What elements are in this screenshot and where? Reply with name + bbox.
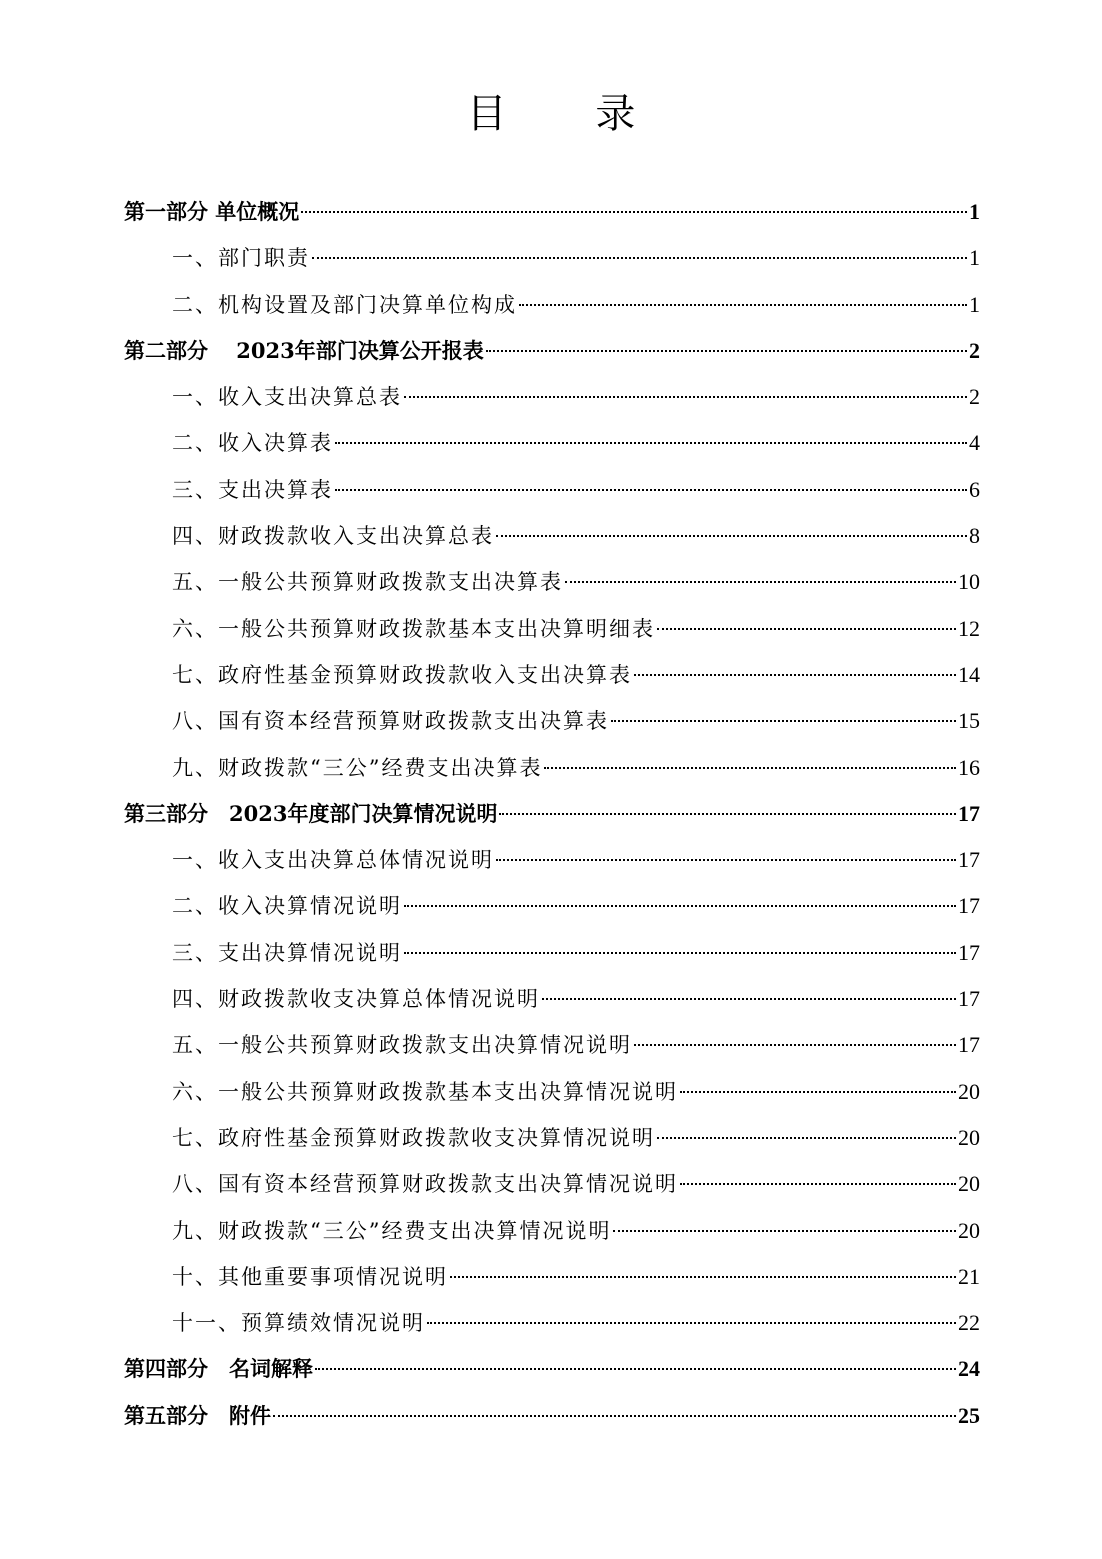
toc-entry-label: 第四部分 名词解释 xyxy=(124,1356,313,1382)
toc-section-entry[interactable] xyxy=(124,282,980,328)
dot-leader xyxy=(657,1137,956,1139)
toc-page-number: 14 xyxy=(958,661,980,687)
dot-leader xyxy=(335,442,967,444)
toc-page-number: 21 xyxy=(958,1263,980,1289)
toc-section-entry[interactable] xyxy=(124,374,980,420)
toc-section-entry[interactable] xyxy=(124,698,980,744)
toc-entry-label: 三、支出决算情况说明 xyxy=(172,940,402,965)
toc-part-entry[interactable] xyxy=(124,1346,980,1392)
dot-leader xyxy=(273,1415,956,1417)
toc-entry-label: 第三部分 2023年度部门决算情况说明 xyxy=(124,800,498,826)
dot-leader xyxy=(680,1183,956,1185)
toc-page-number: 24 xyxy=(958,1356,980,1382)
dot-leader xyxy=(680,1091,956,1093)
toc-section-entry[interactable] xyxy=(124,1161,980,1207)
dot-leader xyxy=(519,304,967,306)
toc-entry-label: 四、财政拨款收入支出决算总表 xyxy=(172,524,494,549)
toc-section-entry[interactable] xyxy=(124,976,980,1022)
dot-leader xyxy=(312,257,967,259)
toc-entry-label: 七、政府性基金预算财政拨款收入支出决算表 xyxy=(172,662,632,687)
toc-entry-label: 六、一般公共预算财政拨款基本支出决算情况说明 xyxy=(172,1079,678,1104)
toc-part-entry[interactable] xyxy=(124,1393,980,1439)
toc-section-entry[interactable] xyxy=(124,1300,980,1346)
toc-entry-label: 十一、预算绩效情况说明 xyxy=(172,1311,425,1336)
dot-leader xyxy=(565,581,956,583)
toc-page-number: 1 xyxy=(969,291,980,317)
toc-entry-label: 九、财政拨款“三公”经费支出决算表 xyxy=(172,755,543,780)
toc-section-entry[interactable] xyxy=(124,420,980,466)
toc-entry-label: 第二部分 2023年部门决算公开报表 xyxy=(124,337,484,363)
toc-entry-label: 二、机构设置及部门决算单位构成 xyxy=(172,292,517,317)
toc-entry-label: 二、收入决算表 xyxy=(172,431,333,456)
toc-entry-label: 十、其他重要事项情况说明 xyxy=(172,1264,448,1289)
dot-leader xyxy=(634,674,956,676)
toc-page-number: 4 xyxy=(969,430,980,456)
dot-leader xyxy=(542,998,956,1000)
toc-page-number: 2 xyxy=(969,337,980,363)
dot-leader xyxy=(427,1322,956,1324)
toc-entry-label: 第五部分 附件 xyxy=(124,1402,271,1428)
toc-entry-label: 一、收入支出决算总表 xyxy=(172,385,402,410)
toc-entry-label: 二、收入决算情况说明 xyxy=(172,894,402,919)
toc-page-number: 17 xyxy=(958,847,980,873)
toc-entry-label: 五、一般公共预算财政拨款支出决算情况说明 xyxy=(172,1033,632,1058)
toc-entry-label: 八、国有资本经营预算财政拨款支出决算情况说明 xyxy=(172,1172,678,1197)
toc-section-entry[interactable] xyxy=(124,1022,980,1068)
dot-leader xyxy=(496,859,956,861)
toc-section-entry[interactable] xyxy=(124,1069,980,1115)
toc-page-number: 25 xyxy=(958,1402,980,1428)
dot-leader xyxy=(499,813,956,815)
toc-page-number: 20 xyxy=(958,1171,980,1197)
toc-part-entry[interactable] xyxy=(124,328,980,374)
toc-page-number: 6 xyxy=(969,476,980,502)
toc-section-entry[interactable] xyxy=(124,513,980,559)
toc-page-number: 17 xyxy=(958,800,980,826)
toc-section-entry[interactable] xyxy=(124,1208,980,1254)
dot-leader xyxy=(657,628,956,630)
toc-entry-label: 八、国有资本经营预算财政拨款支出决算表 xyxy=(172,709,609,734)
toc-page-number: 10 xyxy=(958,569,980,595)
dot-leader xyxy=(404,952,956,954)
toc-page-number: 17 xyxy=(958,986,980,1012)
toc-page-number: 17 xyxy=(958,1032,980,1058)
dot-leader xyxy=(404,396,967,398)
dot-leader xyxy=(486,350,967,352)
dot-leader xyxy=(634,1044,956,1046)
dot-leader xyxy=(450,1276,956,1278)
toc-page-number: 20 xyxy=(958,1078,980,1104)
toc-page-number: 22 xyxy=(958,1310,980,1336)
toc-page-number: 2 xyxy=(969,384,980,410)
toc-page-number: 8 xyxy=(969,523,980,549)
toc-section-entry[interactable] xyxy=(124,652,980,698)
toc-entry-label: 第一部分 单位概况 xyxy=(124,199,300,224)
toc-page-number: 17 xyxy=(958,939,980,965)
toc-section-entry[interactable] xyxy=(124,1115,980,1161)
dot-leader xyxy=(544,767,956,769)
toc-section-entry[interactable] xyxy=(124,745,980,791)
toc-section-entry[interactable] xyxy=(124,559,980,605)
dot-leader xyxy=(335,489,967,491)
dot-leader xyxy=(301,211,967,213)
toc-entry-label: 九、财政拨款“三公”经费支出决算情况说明 xyxy=(172,1218,612,1243)
toc-page-number: 1 xyxy=(969,245,980,271)
toc-entry-label: 一、部门职责 xyxy=(172,246,310,271)
table-of-contents xyxy=(124,189,980,1439)
dot-leader xyxy=(613,1230,956,1232)
toc-entry-label: 三、支出决算表 xyxy=(172,477,333,502)
toc-page-number: 15 xyxy=(958,708,980,734)
toc-entry-label: 五、一般公共预算财政拨款支出决算表 xyxy=(172,570,563,595)
toc-page-number: 12 xyxy=(958,615,980,641)
toc-page-number: 20 xyxy=(958,1124,980,1150)
dot-leader xyxy=(496,535,967,537)
toc-entry-label: 七、政府性基金预算财政拨款收支决算情况说明 xyxy=(172,1125,655,1150)
toc-part-entry[interactable] xyxy=(124,189,980,235)
toc-page-number: 20 xyxy=(958,1217,980,1243)
toc-page-number: 17 xyxy=(958,893,980,919)
page-title: 目 录 xyxy=(466,91,674,137)
toc-section-entry[interactable] xyxy=(124,606,980,652)
toc-section-entry[interactable] xyxy=(124,837,980,883)
toc-entry-label: 一、收入支出决算总体情况说明 xyxy=(172,848,494,873)
toc-section-entry[interactable] xyxy=(124,930,980,976)
toc-section-entry[interactable] xyxy=(124,235,980,281)
toc-section-entry[interactable] xyxy=(124,883,980,929)
toc-part-entry[interactable] xyxy=(124,791,980,837)
toc-entry-label: 六、一般公共预算财政拨款基本支出决算明细表 xyxy=(172,616,655,641)
dot-leader xyxy=(404,905,956,907)
toc-page-number: 1 xyxy=(969,199,980,224)
toc-entry-label: 四、财政拨款收支决算总体情况说明 xyxy=(172,987,540,1012)
dot-leader xyxy=(611,720,956,722)
toc-section-entry[interactable] xyxy=(124,467,980,513)
toc-page-number: 16 xyxy=(958,754,980,780)
toc-section-entry[interactable] xyxy=(124,1254,980,1300)
dot-leader xyxy=(315,1368,956,1370)
